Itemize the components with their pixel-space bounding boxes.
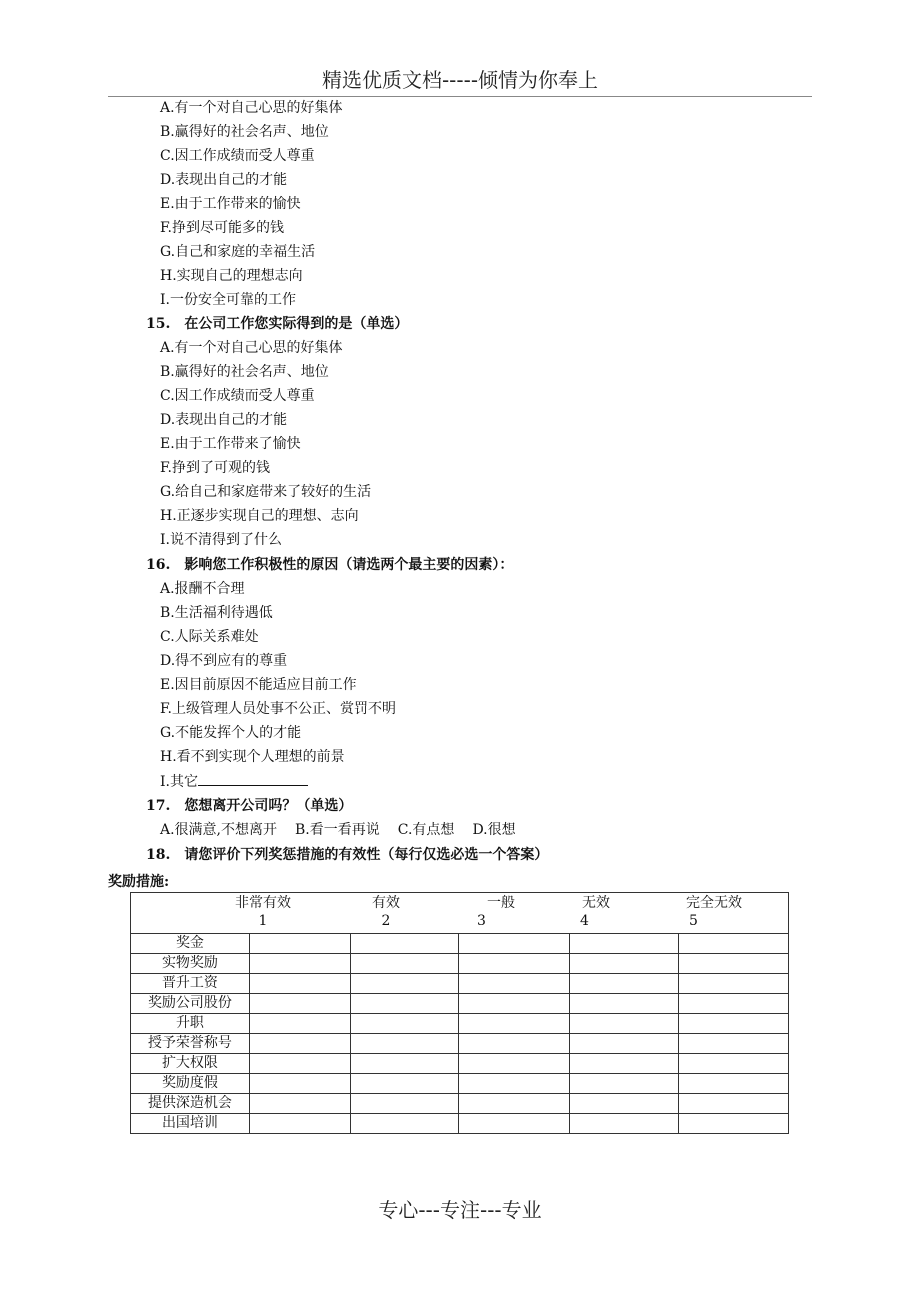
q16-option-h: H.看不到实现个人理想的前景 [160,749,345,765]
scale-3-label: 一般 [487,895,515,911]
rating-cell[interactable] [679,994,789,1014]
rating-cell[interactable] [569,994,679,1014]
q17-options [160,820,534,840]
row-label: 授予荣誉称号 [131,1034,250,1054]
page-header: 精选优质文档-----倾情为你奉上 [321,68,599,92]
rating-cell[interactable] [350,1054,459,1074]
q15-title: 15. 在公司工作您实际得到的是（单选） [146,316,409,332]
rating-cell[interactable] [249,1034,350,1054]
scale-4 [571,894,621,930]
rating-cell[interactable] [249,994,350,1014]
rating-cell[interactable] [350,954,459,974]
scale-4-label: 无效 [582,895,610,911]
q14-option-b: B.赢得好的社会名声、地位 [160,124,329,140]
rating-cell[interactable] [569,1114,679,1134]
q14-option-f: F.挣到尽可能多的钱 [160,220,284,236]
q14-option-e: E.由于工作带来的愉快 [160,196,301,212]
rating-cell[interactable] [249,1094,350,1114]
rating-cell[interactable] [679,974,789,994]
q17-option-d: D.很想 [472,822,516,838]
rating-cell[interactable] [569,974,679,994]
rating-cell[interactable] [569,1094,679,1114]
table-row [131,994,789,1014]
rating-cell[interactable] [459,1074,570,1094]
rating-cell[interactable] [350,994,459,1014]
scale-1-num: 1 [258,913,268,929]
q15-option-i: I.说不清得到了什么 [160,532,282,548]
q15-option-g: G.给自己和家庭带来了较好的生活 [160,484,372,500]
scale-4-num: 4 [580,913,589,929]
scale-header-row [131,893,789,934]
rating-cell[interactable] [459,994,570,1014]
rating-cell[interactable] [249,934,350,954]
table-row [131,1094,789,1114]
rating-cell[interactable] [679,1034,789,1054]
scale-5-label: 完全无效 [686,895,742,911]
scale-2 [356,894,416,930]
rating-cell[interactable] [249,1014,350,1034]
reward-section-label: 奖励措施: [108,874,170,890]
q15-option-h: H.正逐步实现自己的理想、志向 [160,508,359,524]
row-label: 奖金 [131,934,250,954]
table-row [131,974,789,994]
rating-cell[interactable] [350,934,459,954]
q14-option-h: H.实现自己的理想志向 [160,268,303,284]
row-label: 提供深造机会 [131,1094,250,1114]
scale-1-label: 非常有效 [235,895,291,911]
q16-other-blank[interactable] [198,771,308,786]
rating-cell[interactable] [459,954,570,974]
rating-cell[interactable] [569,1074,679,1094]
header-divider [108,96,812,97]
q15-option-e: E.由于工作带来了愉快 [160,436,301,452]
rating-cell[interactable] [679,1054,789,1074]
page-footer: 专心---专注---专业 [378,1198,542,1222]
q16-option-a: A.报酬不合理 [160,581,245,597]
rating-cell[interactable] [350,1074,459,1094]
q14-option-d: D.表现出自己的才能 [160,172,288,188]
q15-option-b: B.赢得好的社会名声、地位 [160,364,329,380]
rating-cell[interactable] [569,954,679,974]
q16-option-b: B.生活福利待遇低 [160,605,273,621]
rating-cell[interactable] [679,934,789,954]
rating-cell[interactable] [249,974,350,994]
q17-option-b: B.看一看再说 [295,822,380,838]
rating-cell[interactable] [679,1074,789,1094]
rating-cell[interactable] [249,1074,350,1094]
rating-cell[interactable] [459,1094,570,1114]
row-label: 奖励度假 [131,1074,250,1094]
table-row [131,954,789,974]
scale-1 [223,894,303,930]
rating-cell[interactable] [459,1054,570,1074]
rating-cell[interactable] [249,1114,350,1134]
rating-cell[interactable] [249,954,350,974]
row-label: 扩大权限 [131,1054,250,1074]
table-row [131,1074,789,1094]
rating-cell[interactable] [459,934,570,954]
row-label: 出国培训 [131,1114,250,1134]
q16-option-f: F.上级管理人员处事不公正、赏罚不明 [160,701,396,717]
rating-cell[interactable] [459,974,570,994]
q15-option-a: A.有一个对自己心思的好集体 [160,340,343,356]
q15-option-c: C.因工作成绩而受人尊重 [160,388,315,404]
q17-option-c: C.有点想 [397,822,455,838]
rating-cell[interactable] [679,1094,789,1114]
row-label: 实物奖励 [131,954,250,974]
q14-option-g: G.自己和家庭的幸福生活 [160,244,316,260]
q17-title: 17. 您想离开公司吗？（单选） [146,798,353,814]
rating-cell[interactable] [679,954,789,974]
rating-cell[interactable] [350,1034,459,1054]
rating-cell[interactable] [569,1054,679,1074]
q18-title: 18. 请您评价下列奖惩措施的有效性（每行仅选必选一个答案） [146,847,549,863]
table-row [131,1014,789,1034]
q14-option-i: I.一份安全可靠的工作 [160,292,296,308]
rating-cell[interactable] [569,934,679,954]
q14-option-c: C.因工作成绩而受人尊重 [160,148,315,164]
rating-cell[interactable] [350,1094,459,1114]
rating-cell[interactable] [459,1034,570,1054]
q16-option-c: C.人际关系难处 [160,629,259,645]
q16-option-e: E.因目前原因不能适应目前工作 [160,677,357,693]
rating-cell[interactable] [569,1034,679,1054]
q15-option-d: D.表现出自己的才能 [160,412,288,428]
row-label: 奖励公司股份 [131,994,250,1014]
scale-3 [471,894,531,930]
rating-cell[interactable] [350,974,459,994]
q15-option-f: F.挣到了可观的钱 [160,460,270,476]
rating-cell[interactable] [679,1114,789,1134]
scale-header [131,893,789,934]
table-row [131,1054,789,1074]
q17-option-a: A.很满意,不想离开 [160,822,278,838]
rating-cell[interactable] [249,1054,350,1074]
table-row [131,934,789,954]
scale-5-num: 5 [689,913,698,929]
q16-option-i-label: I.其它 [160,774,198,790]
rating-cell[interactable] [459,1014,570,1034]
table-row [131,1114,789,1134]
rating-cell[interactable] [350,1114,459,1134]
rating-cell[interactable] [569,1014,679,1034]
rating-cell[interactable] [459,1114,570,1134]
scale-5 [669,894,759,930]
scale-2-num: 2 [381,913,391,929]
row-label: 升职 [131,1014,250,1034]
rating-cell[interactable] [679,1014,789,1034]
scale-2-label: 有效 [372,895,400,911]
q16-option-g: G.不能发挥个人的才能 [160,725,302,741]
reward-rating-table [130,892,789,1134]
table-row [131,1034,789,1054]
row-label: 晋升工资 [131,974,250,994]
q14-option-a: A.有一个对自己心思的好集体 [160,100,343,116]
q16-option-d: D.得不到应有的尊重 [160,653,288,669]
rating-cell[interactable] [350,1014,459,1034]
q16-title: 16. 影响您工作积极性的原因（请选两个最主要的因素）： [146,557,514,573]
q16-option-i [160,771,308,792]
scale-3-num: 3 [477,913,486,929]
